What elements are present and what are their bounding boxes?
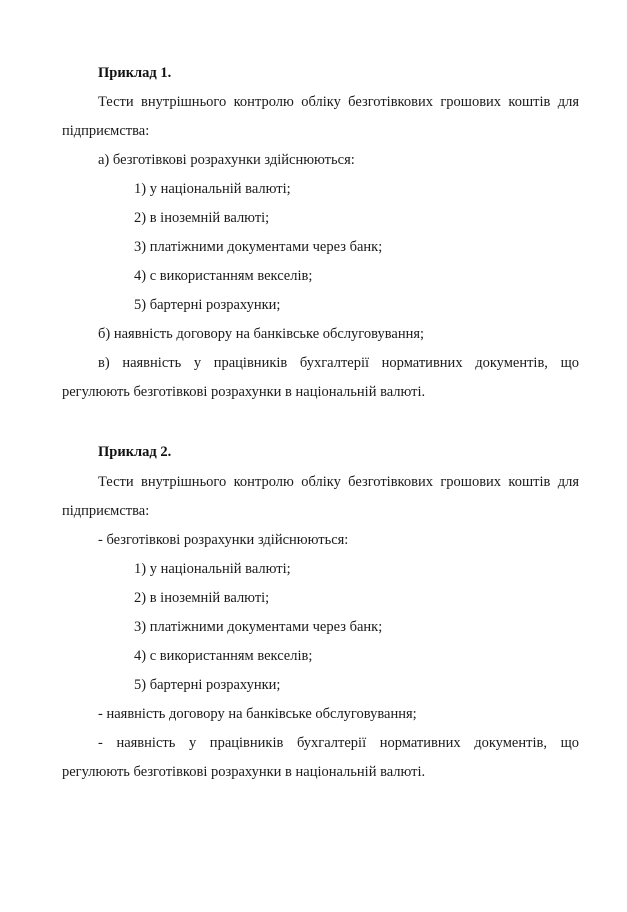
list-item: в) наявність у працівників бухгалтерії нормативних документів, що регулюють безготівкові розрахунки в національній валюті.	[62, 355, 579, 401]
list-item: 4) с використанням векселів;	[134, 268, 313, 285]
section-heading: Приклад 1.	[98, 65, 172, 81]
list-item: 5) бартерні розрахунки;	[134, 297, 281, 314]
list-item: - безготівкові розрахунки здійснюються:	[98, 531, 349, 548]
document-section	[62, 62, 579, 407]
list-item: 1) у національній валюті;	[134, 181, 291, 198]
section-gap	[62, 407, 579, 441]
list-item: - наявність у працівників бухгалтерії нормативних документів, що регулюють безготівкові розрахунки в національній валюті.	[62, 734, 579, 780]
list-item: б) наявність договору на банківське обслуговування;	[98, 326, 425, 343]
section-intro: Тести внутрішнього контролю обліку безготівкових грошових коштів для підприємства:	[62, 94, 579, 140]
list-item: 4) с використанням векселів;	[134, 647, 313, 664]
list-item: а) безготівкові розрахунки здійснюються:	[98, 152, 355, 169]
section-intro: Тести внутрішнього контролю обліку безготівкових грошових коштів для підприємства:	[62, 473, 579, 519]
list-item: 5) бартерні розрахунки;	[134, 676, 281, 693]
list-item: 3) платіжними документами через банк;	[134, 239, 383, 256]
list-item: 1) у національній валюті;	[134, 560, 291, 577]
list-item: 2) в іноземній валюті;	[134, 589, 270, 606]
document-section	[62, 441, 579, 786]
list-item: 2) в іноземній валюті;	[134, 210, 270, 227]
list-item: 3) платіжними документами через банк;	[134, 618, 383, 635]
list-item: - наявність договору на банківське обслуговування;	[98, 705, 417, 722]
section-heading: Приклад 2.	[98, 444, 172, 461]
document-body	[62, 62, 579, 787]
